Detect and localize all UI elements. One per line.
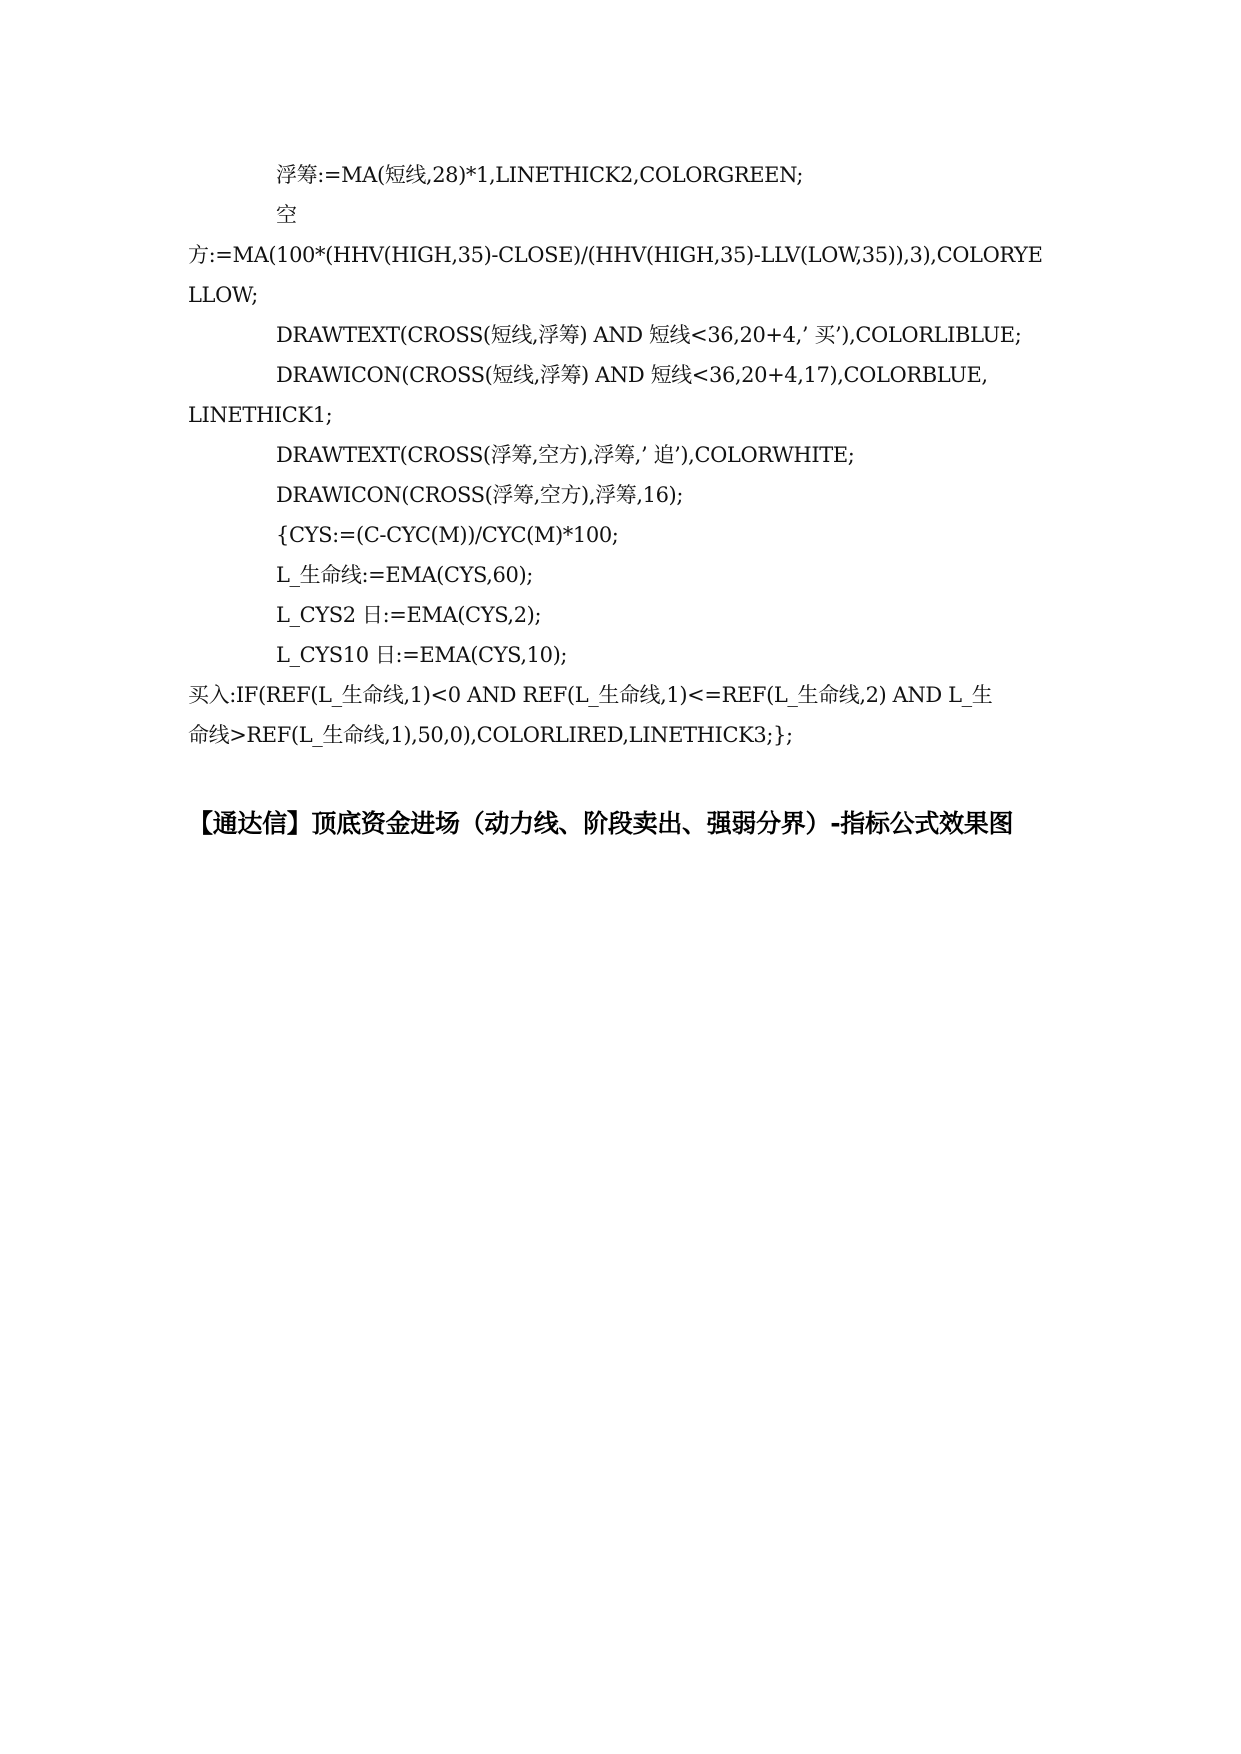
section-heading: 【通达信】顶底资金进场（动力线、阶段卖出、强弱分界）-指标公式效果图 <box>188 809 1014 838</box>
formula-line: 空 <box>276 203 297 227</box>
formula-line: DRAWTEXT(CROSS(短线,浮筹) AND 短线<36,20+4,’ 买’),COLORLIBLUE; <box>276 323 1022 347</box>
formula-line: L_CYS10 日:=EMA(CYS,10); <box>276 643 568 667</box>
formula-line: 浮筹:=MA(短线,28)*1,LINETHICK2,COLORGREEN; <box>276 163 804 187</box>
formula-line: DRAWTEXT(CROSS(浮筹,空方),浮筹,’ 追’),COLORWHITE; <box>276 443 855 467</box>
formula-line: 买入:IF(REF(L_生命线,1)<0 AND REF(L_生命线,1)<=REF(L_生命线,2) AND L_生 <box>188 683 993 707</box>
formula-line: DRAWICON(CROSS(浮筹,空方),浮筹,16); <box>276 483 683 507</box>
formula-line: 方:=MA(100*(HHV(HIGH,35)-CLOSE)/(HHV(HIGH,35)-LLV(LOW,35)),3),COLORYE <box>188 243 1043 267</box>
formula-line: LINETHICK1; <box>188 403 333 427</box>
formula-line: 命线>REF(L_生命线,1),50,0),COLORLIRED,LINETHICK3;}; <box>188 723 793 747</box>
formula-line: DRAWICON(CROSS(短线,浮筹) AND 短线<36,20+4,17),COLORBLUE, <box>276 363 988 387</box>
formula-code-block <box>188 155 1058 755</box>
formula-line: {CYS:=(C-CYC(M))/CYC(M)*100; <box>276 523 619 547</box>
formula-line: LLOW; <box>188 283 258 307</box>
formula-line: L_生命线:=EMA(CYS,60); <box>276 563 533 587</box>
formula-line: L_CYS2 日:=EMA(CYS,2); <box>276 603 542 627</box>
